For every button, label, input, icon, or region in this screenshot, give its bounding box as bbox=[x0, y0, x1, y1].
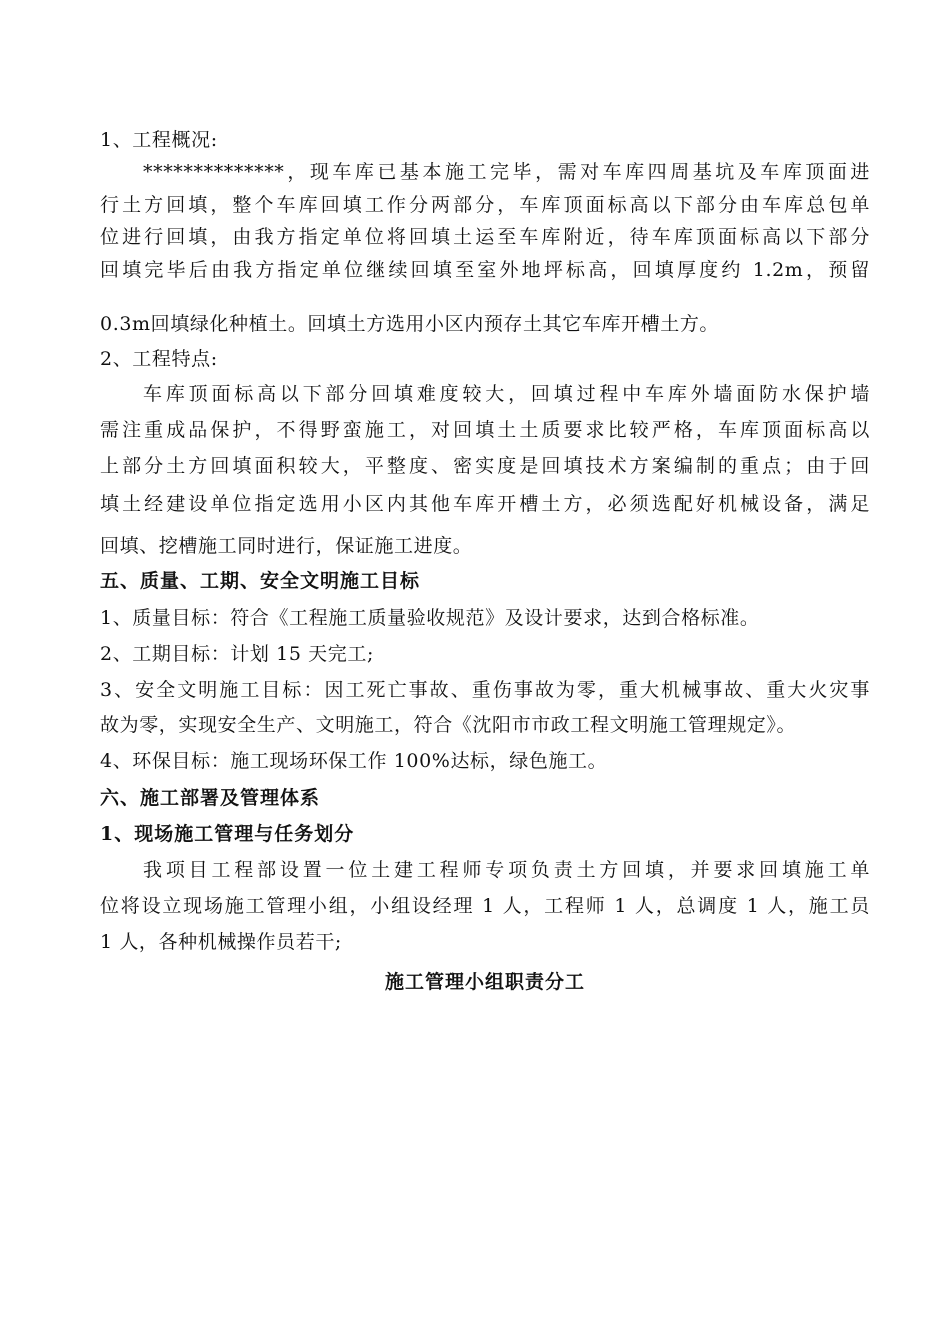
section-heading-project-overview: 1、工程概况: bbox=[100, 129, 218, 151]
overview-paragraph-line-3: 位进行回填，由我方指定单位将回填土运至车库附近，待车库顶面标高以下部分 bbox=[100, 226, 870, 248]
overview-paragraph-line-2: 行土方回填，整个车库回填工作分两部分，车库顶面标高以下部分由车库总包单 bbox=[100, 194, 870, 216]
subsection-heading-site-management: 1、现场施工管理与任务划分 bbox=[100, 823, 355, 845]
table-caption-title: 施工管理小组职责分工 bbox=[384, 971, 585, 993]
quality-target-line: 1、质量目标：符合《工程施工质量验收规范》及设计要求，达到合格标准。 bbox=[100, 607, 760, 629]
safety-target-line-1: 3、安全文明施工目标：因工死亡事故、重伤事故为零，重大机械事故、重大火灾事 bbox=[100, 679, 870, 701]
safety-target-line-2: 故为零，实现安全生产、文明施工，符合《沈阳市市政工程文明施工管理规定》。 bbox=[100, 714, 797, 736]
features-paragraph-line-3: 上部分土方回填面积较大，平整度、密实度是回填技术方案编制的重点；由于回 bbox=[100, 455, 870, 477]
schedule-target-line: 2、工期目标：计划 15 天完工; bbox=[100, 643, 374, 665]
features-paragraph-line-5: 回填、挖槽施工同时进行，保证施工进度。 bbox=[100, 535, 473, 557]
chapter-heading-five: 五、质量、工期、安全文明施工目标 bbox=[100, 570, 421, 592]
overview-paragraph-line-4: 回填完毕后由我方指定单位继续回填至室外地坪标高，回填厚度约 1.2m，预留 bbox=[100, 259, 870, 281]
features-paragraph-line-4: 填土经建设单位指定选用小区内其他车库开槽土方，必须选配好机械设备，满足 bbox=[100, 493, 870, 515]
chapter-heading-six: 六、施工部署及管理体系 bbox=[100, 787, 321, 809]
management-paragraph-line-1: 我项目工程部设置一位土建工程师专项负责土方回填，并要求回填施工单 bbox=[143, 859, 870, 881]
overview-paragraph-line-5: 0.3m回填绿化种植土。回填土方选用小区内预存土其它车库开槽土方。 bbox=[100, 313, 720, 335]
section-heading-project-features: 2、工程特点: bbox=[100, 348, 218, 370]
management-paragraph-line-3: 1 人，各种机械操作员若干; bbox=[100, 931, 342, 953]
overview-paragraph-line-1: **************，现车库已基本施工完毕，需对车库四周基坑及车库顶面进 bbox=[143, 161, 870, 183]
environment-target-line: 4、环保目标：施工现场环保工作 100%达标，绿色施工。 bbox=[100, 750, 608, 772]
management-paragraph-line-2: 位将设立现场施工管理小组，小组设经理 1 人，工程师 1 人，总调度 1 人，施工员 bbox=[100, 895, 870, 917]
features-paragraph-line-1: 车库顶面标高以下部分回填难度较大，回填过程中车库外墙面防水保护墙 bbox=[143, 383, 870, 405]
features-paragraph-line-2: 需注重成品保护，不得野蛮施工，对回填土土质要求比较严格，车库顶面标高以 bbox=[100, 419, 870, 441]
